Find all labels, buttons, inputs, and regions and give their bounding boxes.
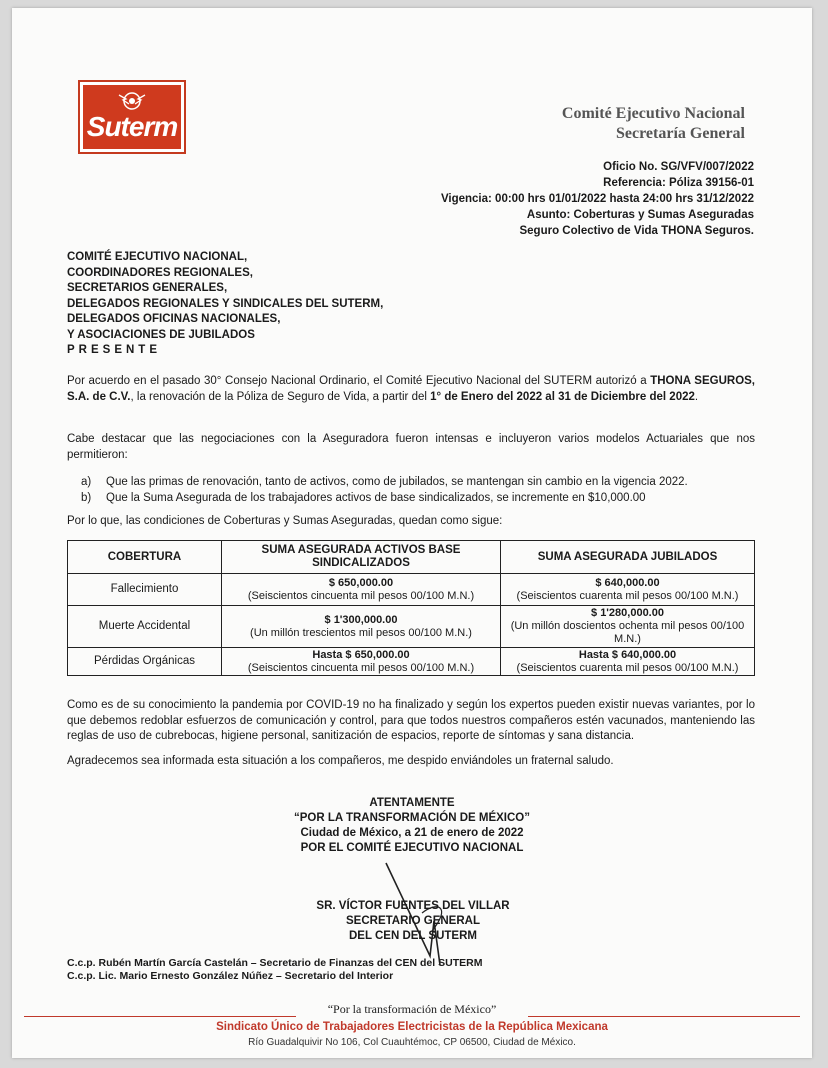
paragraph-5: Agradecemos sea informada esta situación a los compañeros, me despido enviándoles un fraternal saludo. (67, 755, 614, 767)
addressee-line: SECRETARIOS GENERALES, (67, 282, 228, 294)
amount: $ 640,000.00 (595, 576, 660, 589)
signer-block (308, 899, 518, 944)
amount-words: (Seiscientos cuarenta mil pesos 00/100 M.N.) (516, 589, 739, 602)
list-item (81, 490, 688, 506)
addressee-line: COORDINADORES REGIONALES, (67, 266, 253, 279)
col-header: SUMA ASEGURADA ACTIVOS BASE SINDICALIZADOS (222, 541, 501, 574)
jubilados-cell (501, 648, 755, 676)
amount-words: (Seiscientos cincuenta mil pesos 00/100 M.N.) (247, 661, 475, 674)
closing-place-date: Ciudad de México, a 21 de enero de 2022 (300, 827, 524, 839)
paragraph-1 (67, 374, 755, 405)
amount-words: (Seiscientos cuarenta mil pesos 00/100 M.N.) (516, 661, 739, 674)
header-line-1: Comité Ejecutivo Nacional (561, 105, 745, 122)
list-text: Que las primas de renovación, tanto de activos, como de jubilados, se mantengan sin cambio en la vigencia 2022. (106, 476, 688, 488)
table-row (68, 648, 755, 676)
paragraph-3: Por lo que, las condiciones de Coberturas y Sumas Aseguradas, quedan como sigue: (67, 515, 503, 527)
referencia: Referencia: Póliza 39156-01 (603, 177, 754, 189)
amount: $ 1'300,000.00 (324, 613, 398, 626)
logo-wordmark: Suterm (86, 111, 178, 142)
addressees-block (67, 250, 383, 359)
reference-block (441, 159, 754, 239)
p1-end: . (694, 390, 699, 403)
list-key: a) (81, 476, 92, 488)
list-item (81, 474, 688, 490)
addressee-line: DELEGADOS OFICINAS NACIONALES, (67, 313, 281, 325)
p1-dates: 1° de Enero del 2022 al 31 de Diciembre del 2022 (430, 390, 695, 403)
addressee-line: Y ASOCIACIONES DE JUBILADOS (67, 328, 255, 341)
footer-org: Sindicato Único de Trabajadores Electricistas de la República Mexicana (216, 1021, 608, 1033)
signer-title-1: SECRETARIO GENERAL (346, 915, 480, 927)
amount: Hasta $ 640,000.00 (578, 648, 677, 661)
activos-cell (222, 574, 501, 606)
list-text: Que la Suma Asegurada de los trabajadores activos de base sindicalizados, se incremente en $10,000.00 (106, 492, 646, 504)
jubilados-cell (501, 574, 755, 606)
activos-cell (222, 648, 501, 676)
amount-words: (Un millón doscientos ochenta mil pesos 00/100 M.N.) (510, 620, 745, 645)
suterm-logo (78, 80, 186, 154)
signer-name: SR. VÍCTOR FUENTES DEL VILLAR (316, 900, 510, 912)
letterhead-title (562, 104, 745, 144)
asunto: Asunto: Coberturas y Sumas Aseguradas (526, 209, 754, 221)
seguro: Seguro Colectivo de Vida THONA Seguros. (519, 225, 754, 237)
cobertura-cell: Fallecimiento (68, 574, 222, 606)
footer-address: Río Guadalquivir No 106, Col Cuauhtémoc, CP 06500, Ciudad de México. (248, 1037, 576, 1048)
ccp-block (67, 957, 482, 983)
closing-atentamente: ATENTAMENTE (369, 797, 455, 809)
footer-motto: “Por la transformación de México” (327, 1002, 497, 1016)
benefits-list (81, 474, 688, 506)
presente-line: PRESENTE (67, 344, 161, 356)
header-line-2: Secretaría General (616, 125, 745, 142)
paragraph-4: Como es de su conocimiento la pandemia por COVID-19 no ha finalizado y según los expertos pueden existir nuevas variantes, por lo que debemos redoblar esfuerzos de comunicación y control, para que todos nuestros compañeros estén vacunados, manteniendo las reglas de uso de cubrebocas, higiene personal, sanitización de espacios, reporte de síntomas y sana distancia. (67, 699, 755, 742)
lightning-emblem-icon (117, 89, 147, 113)
cobertura-cell: Muerte Accidental (68, 606, 222, 648)
activos-cell (222, 606, 501, 648)
table-row (68, 574, 755, 606)
paragraph-2: Cabe destacar que las negociaciones con la Aseguradora fueron intensas e incluyeron varios modelos Actuariales que nos permitieron: (67, 433, 755, 461)
p1-text: Por acuerdo en el pasado 30° Consejo Nacional Ordinario, el Comité Ejecutivo Nacional del SUTERM autorizó a (67, 375, 651, 387)
col-header: SUMA ASEGURADA JUBILADOS (501, 541, 755, 574)
ccp-line: C.c.p. Lic. Mario Ernesto González Núñez – Secretario del Interior (67, 970, 394, 982)
jubilados-cell (501, 606, 755, 648)
amount-words: (Seiscientos cincuenta mil pesos 00/100 M.N.) (247, 589, 475, 602)
ccp-line: C.c.p. Rubén Martín García Castelán – Secretario de Finanzas del CEN del SUTERM (67, 957, 483, 969)
p1-text-2: , la renovación de la Póliza de Seguro de Vida, a partir del (130, 390, 431, 403)
addressee-line: DELEGADOS REGIONALES Y SINDICALES DEL SUTERM, (67, 297, 384, 310)
amount: $ 650,000.00 (328, 576, 394, 589)
table-header-row (68, 541, 755, 574)
list-key: b) (81, 492, 92, 504)
amount: Hasta $ 650,000.00 (312, 648, 410, 661)
amount: $ 1'280,000.00 (591, 607, 664, 619)
oficio-number: Oficio No. SG/VFV/007/2022 (603, 161, 754, 173)
closing-por: POR EL COMITÉ EJECUTIVO NACIONAL (300, 842, 524, 854)
closing-lema: “POR LA TRANSFORMACIÓN DE MÉXICO” (294, 812, 530, 824)
table-row (68, 606, 755, 648)
p1-company: THONA SEGUROS, S.A. de C.V. (67, 375, 755, 403)
coverage-table (67, 540, 755, 676)
letter-page (12, 8, 812, 1058)
cobertura-cell: Pérdidas Orgánicas (68, 648, 222, 676)
amount-words: (Un millón trescientos mil pesos 00/100 M.N.) (250, 626, 472, 639)
signer-title-2: DEL CEN DEL SUTERM (348, 930, 477, 942)
addressee-line: COMITÉ EJECUTIVO NACIONAL, (67, 251, 248, 263)
col-header: COBERTURA (68, 541, 222, 574)
vigencia: Vigencia: 00:00 hrs 01/01/2022 hasta 24:00 hrs 31/12/2022 (440, 193, 754, 205)
